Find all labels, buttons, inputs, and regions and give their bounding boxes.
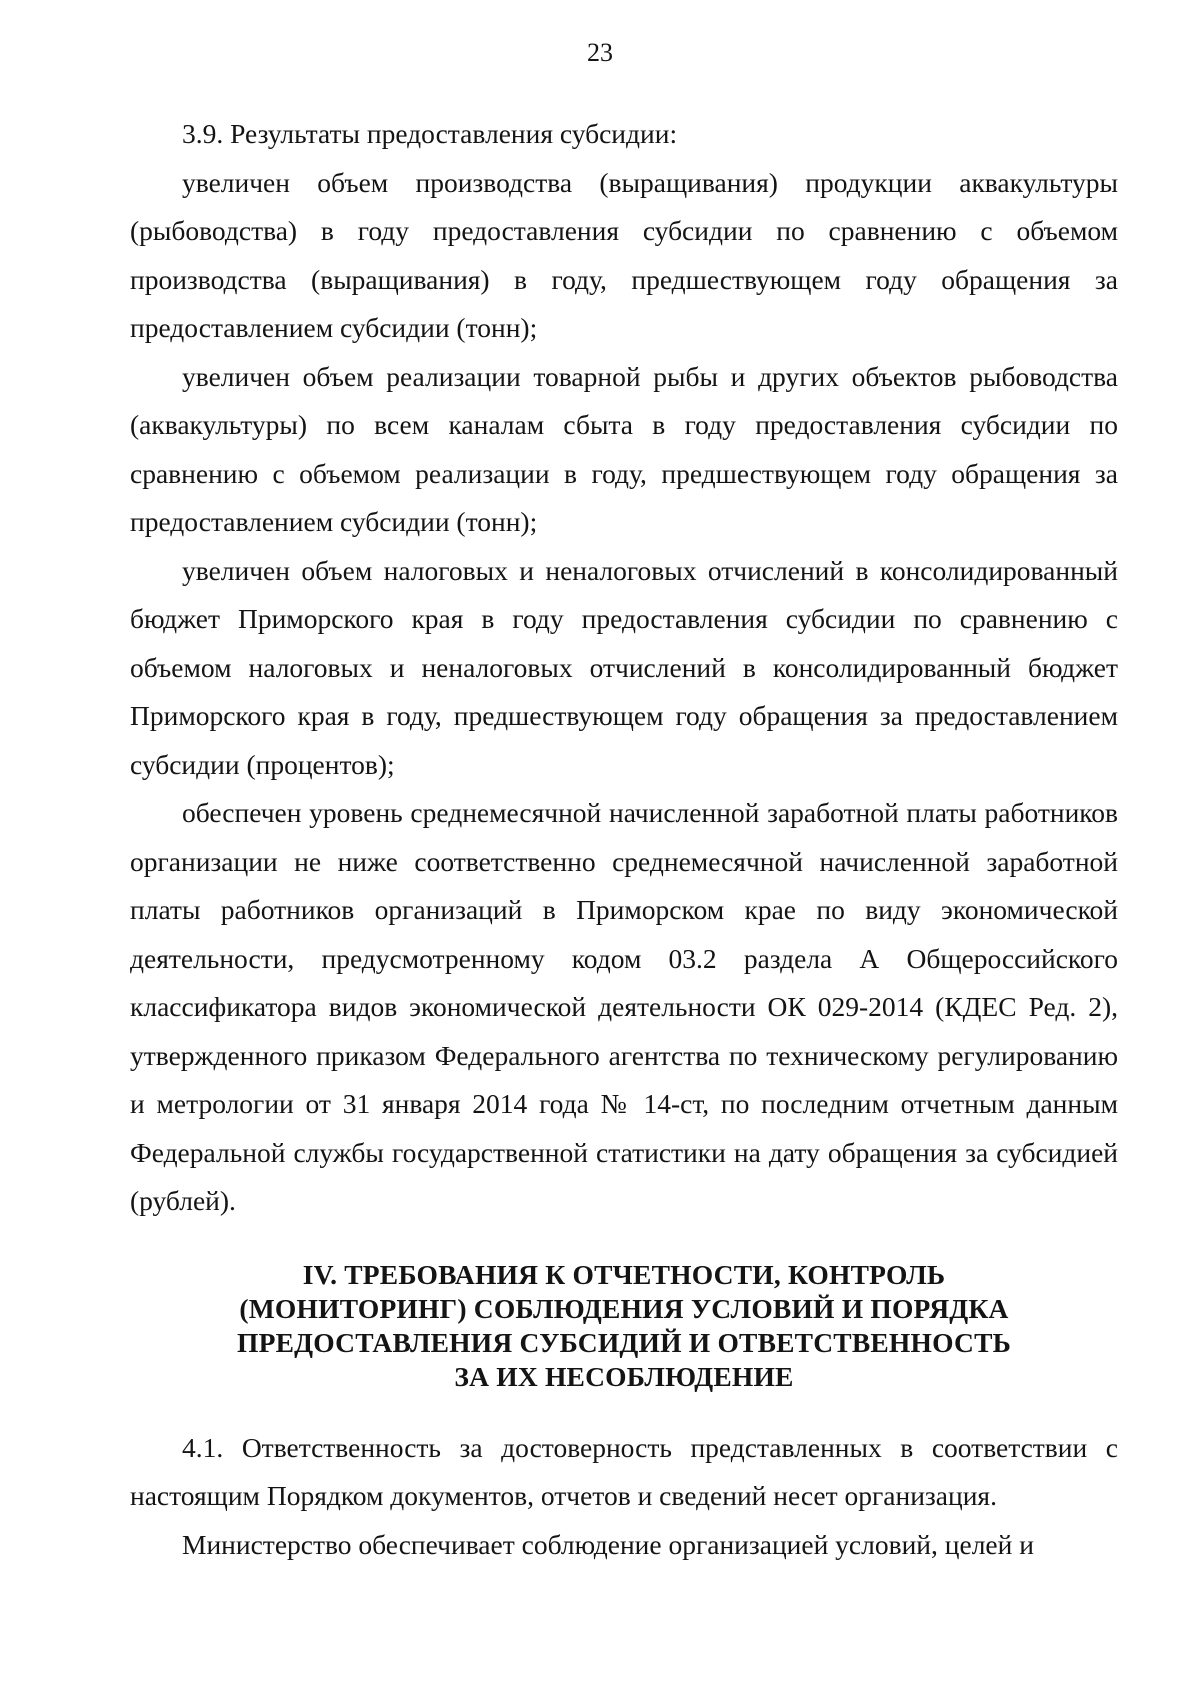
section-4-heading-line-1: IV. ТРЕБОВАНИЯ К ОТЧЕТНОСТИ, КОНТРОЛЬ [302, 1258, 946, 1290]
result-item-2: увеличен объем реализации товарной рыбы и других объектов рыбоводства (аквакультуры) по всем каналам сбыта в году предоставления субсидии по сравнению с объемом реализации в году, предшествующем году обращения за предоставлением субсидии (тонн); [130, 360, 1118, 537]
section-4-heading-line-3: ПРЕДОСТАВЛЕНИЯ СУБСИДИЙ И ОТВЕТСТВЕННОСТЬ [236, 1326, 1011, 1358]
result-item-3: увеличен объем налоговых и неналоговых отчислений в консолидированный бюджет Приморского края в году предоставления субсидии по сравнению с объемом налоговых и неналоговых отчислений в консолидированный бюджет Приморского края в году, предшествующем году обращения за предоставлением субсидии (процентов); [130, 554, 1118, 780]
result-item-4: обеспечен уровень среднемесячной начисленной заработной платы работников организации не ниже соответственно среднемесячной начисленной заработной платы работников организаций в Приморском крае по виду экономической деятельности, предусмотренному кодом 03.2 раздела А Общероссийского классификатора видов экономической деятельности ОК 029-2014 (КДЕС Ред. 2), утвержденного приказом Федерального агентства по техническому регулированию и метрологии от 31 января 2014 года № 14-ст, по последним отчетным данным Федеральной службы государственной статистики на дату обращения за субсидией (рублей). [130, 797, 1118, 1216]
paragraph-4-1: 4.1. Ответственность за достоверность представленных в соответствии с настоящим Порядком документов, отчетов и сведений несет организация. [130, 1431, 1118, 1511]
result-item-1: увеличен объем производства (выращивания) продукции аквакультуры (рыбоводства) в году предоставления субсидии по сравнению с объемом производства (выращивания) в году, предшествующем году обращения за предоставлением субсидии (тонн); [130, 166, 1118, 343]
page-number: 23 [587, 38, 613, 67]
section-4-heading-line-2: (МОНИТОРИНГ) СОБЛЮДЕНИЯ УСЛОВИЙ И ПОРЯДКА [239, 1292, 1009, 1324]
paragraph-ministry: Министерство обеспечивает соблюдение организацией условий, целей и [182, 1528, 1034, 1560]
section-3-9-title: 3.9. Результаты предоставления субсидии: [182, 118, 678, 149]
document-body [130, 110, 1118, 1569]
section-4-heading-line-4: ЗА ИХ НЕСОБЛЮДЕНИЕ [454, 1360, 794, 1392]
section-4-heading [130, 1258, 1118, 1394]
